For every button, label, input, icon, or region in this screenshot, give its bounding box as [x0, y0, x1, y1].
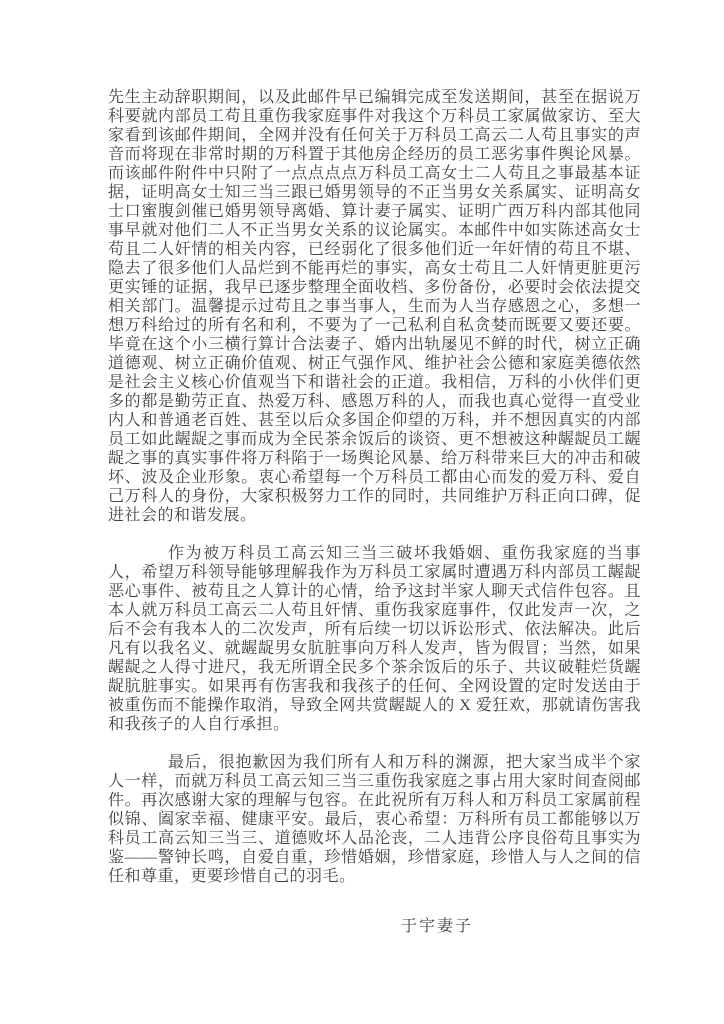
letter-body — [108, 88, 641, 936]
body-paragraph-2: 作为被万科员工高云知三当三破坏我婚姻、重伤我家庭的当事人，希望万科领导能够理解我作为万科员工家属时遭遇万科内部员工龌龊恶心事件、被苟且之人算计的心情，给予这封半家人聊天式信件包容。且本人就万科员工高云二人苟且奸情、重伤我家庭事件，仅此发声一次，之后不会有我本人的二次发声，所有后续一切以诉讼形式、依法解决。此后凡有以我名义、就龌龊男女肮脏事向万科人发声，皆为假冒；当然，如果龌龊之人得寸进尺，我无所谓全民多个茶余饭后的乐子、共议破鞋烂货龌龊肮脏事实。如果再有伤害我和我孩子的任何、全网设置的定时发送由于被重伤而不能操作取消，导致全网共赏龌龊人的 X 爱狂欢，那就请伤害我和我孩子的人自行承担。 — [108, 545, 641, 733]
body-paragraph-1: 先生主动辞职期间，以及此邮件早已编辑完成至发送期间，甚至在据说万科要就内部员工苟且重伤我家庭事件对我这个万科员工家属做家访、至大家看到该邮件期间，全网并没有任何关于万科员工高云二人苟且事实的声音而将现在非常时期的万科置于其他房企经历的员工恶劣事件舆论风暴。而该邮件附件中只附了一点点点点万科员工高女士二人苟且之事最基本证据，证明高女士知三当三跟已婚男领导的不正当男女关系属实、证明高女士口蜜腹剑催已婚男领导离婚、算计妻子属实、证明广西万科内部其他同事早就对他们二人不正当男女关系的议论属实。本邮件中如实陈述高女士苟且二人奸情的相关内容，已经弱化了很多他们近一年奸情的苟且不堪、隐去了很多他们人品烂到不能再烂的事实，高女士苟且二人奸情更脏更污更实锤的证据，我早已逐步整理全面收档、多份备份，必要时会依法提交相关部门。温馨提示过苟且之事当事人，生而为人当存感恩之心，多想一想万科给过的所有名和利，不要为了一己私利自私贪婪而既要又要还要。毕竟在这个小三横行算计合法妻子、婚内出轨屡见不鲜的时代，树立正确道德观、树立正确价值观、树正气强作风、维护社会公德和家庭美德依然是社会主义核心价值观当下和谐社会的正道。我相信，万科的小伙伴们更多的都是勤劳正直、热爱万科、感恩万科的人，而我也真心觉得一直受业内人和普通老百姓、甚至以后众多国企仰望的万科，并不想因真实的内部员工如此龌龊之事而成为全民茶余饭后的谈资、更不想被这种龌龊员工龌龊之事的真实事件将万科陷于一场舆论风暴、给万科带来巨大的冲击和破坏、波及企业形象。衷心希望每一个万科员工都由心而发的爱万科、爱自己万科人的身份，大家积极努力工作的同时，共同维护万科正向口碑，促进社会的和谐发展。 — [108, 89, 641, 524]
body-paragraph-3: 最后，很抱歉因为我们所有人和万科的渊源，把大家当成半个家人一样，而就万科员工高云知三当三重伤我家庭之事占用大家时间查阅邮件。再次感谢大家的理解与包容。在此祝所有万科人和万科员工家属前程似锦、阖家幸福、健康平安。最后，衷心希望：万科所有员工都能够以万科员工高云知三当三、道德败坏人品沦丧，二人违背公序良俗苟且事实为鉴——警钟长鸣，自爱自重，珍惜婚姻，珍惜家庭，珍惜人与人之间的信任和尊重，更要珍惜自己的羽毛。 — [108, 754, 641, 885]
signature: 于宇妻子 — [400, 918, 473, 935]
